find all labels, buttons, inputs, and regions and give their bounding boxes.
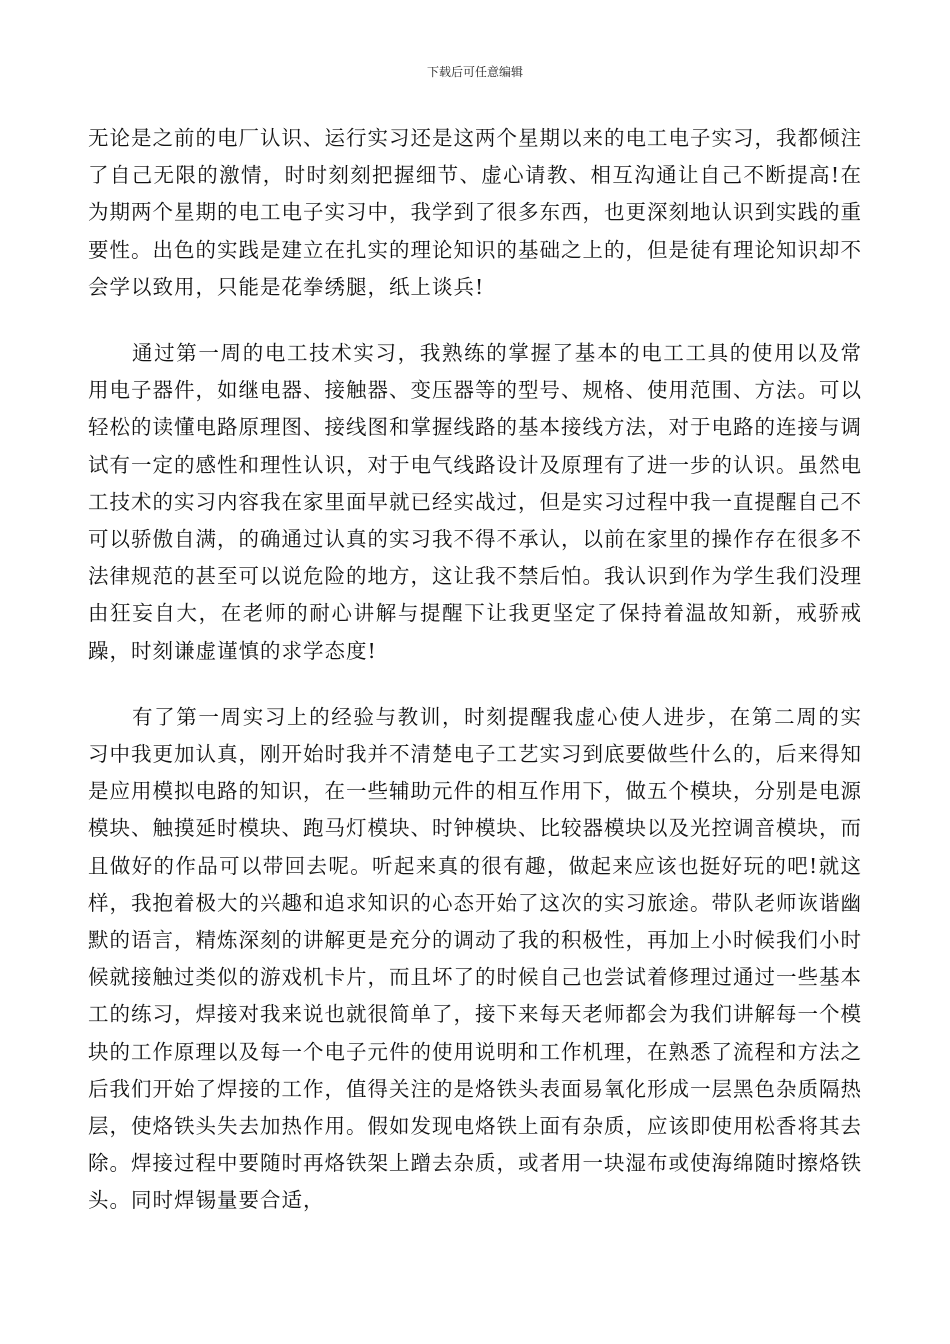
paragraph-2: 通过第一周的电工技术实习，我熟练的掌握了基本的电工工具的使用以及常用电子器件，如继电器、接触器、变压器等的型号、规格、使用范围、方法。可以轻松的读懂电路原理图、接线图和掌握线路的基本接线方法，对于电路的连接与调试有一定的感性和理性认识，对于电气线路设计及原理有了进一步的认识。虽然电工技术的实习内容我在家里面早就已经实战过，但是实习过程中我一直提醒自己不可以骄傲自满，的确通过认真的实习我不得不承认，以前在家里的操作存在很多不法律规范的甚至可以说危险的地方，这让我不禁后怕。我认识到作为学生我们没理由狂妄自大，在老师的耐心讲解与提醒下让我更坚定了保持着温故知新，戒骄戒躁，时刻谦虚谨慎的求学态度! bbox=[88, 341, 862, 663]
paragraph-1: 无论是之前的电厂认识、运行实习还是这两个星期以来的电工电子实习，我都倾注了自己无限的激情，时时刻刻把握细节、虚心请教、相互沟通让自己不断提高!在为期两个星期的电工电子实习中，我学到了很多东西，也更深刻地认识到实践的重要性。出色的实践是建立在扎实的理论知识的基础之上的，但是徒有理论知识却不会学以致用，只能是花拳绣腿，纸上谈兵! bbox=[88, 126, 862, 299]
page-header: 下载后可任意编辑 bbox=[426, 65, 523, 79]
document-body bbox=[88, 120, 862, 1220]
paragraph-3: 有了第一周实习上的经验与教训，时刻提醒我虚心使人进步，在第二周的实习中我更加认真，刚开始时我并不清楚电子工艺实习到底要做些什么的，后来得知是应用模拟电路的知识，在一些辅助元件的相互作用下，做五个模块，分别是电源模块、触摸延时模块、跑马灯模块、时钟模块、比较器模块以及光控调音模块，而且做好的作品可以带回去呢。听起来真的很有趣，做起来应该也挺好玩的吧!就这样，我抱着极大的兴趣和追求知识的心态开始了这次的实习旅途。带队老师诙谐幽默的语言，精炼深刻的讲解更是充分的调动了我的积极性，再加上小时候我们小时候就接触过类似的游戏机卡片，而且坏了的时候自己也尝试着修理过通过一些基本工的练习，焊接对我来说也就很简单了，接下来每天老师都会为我们讲解每一个模块的工作原理以及每一个电子元件的使用说明和工作机理，在熟悉了流程和方法之后我们开始了焊接的工作，值得关注的是烙铁头表面易氧化形成一层黑色杂质隔热层，使烙铁头失去加热作用。假如发现电烙铁上面有杂质，应该即使用松香将其去除。焊接过程中要随时再烙铁架上蹭去杂质，或者用一块湿布或使海绵随时擦烙铁头。同时焊锡量要合适， bbox=[88, 704, 862, 1213]
